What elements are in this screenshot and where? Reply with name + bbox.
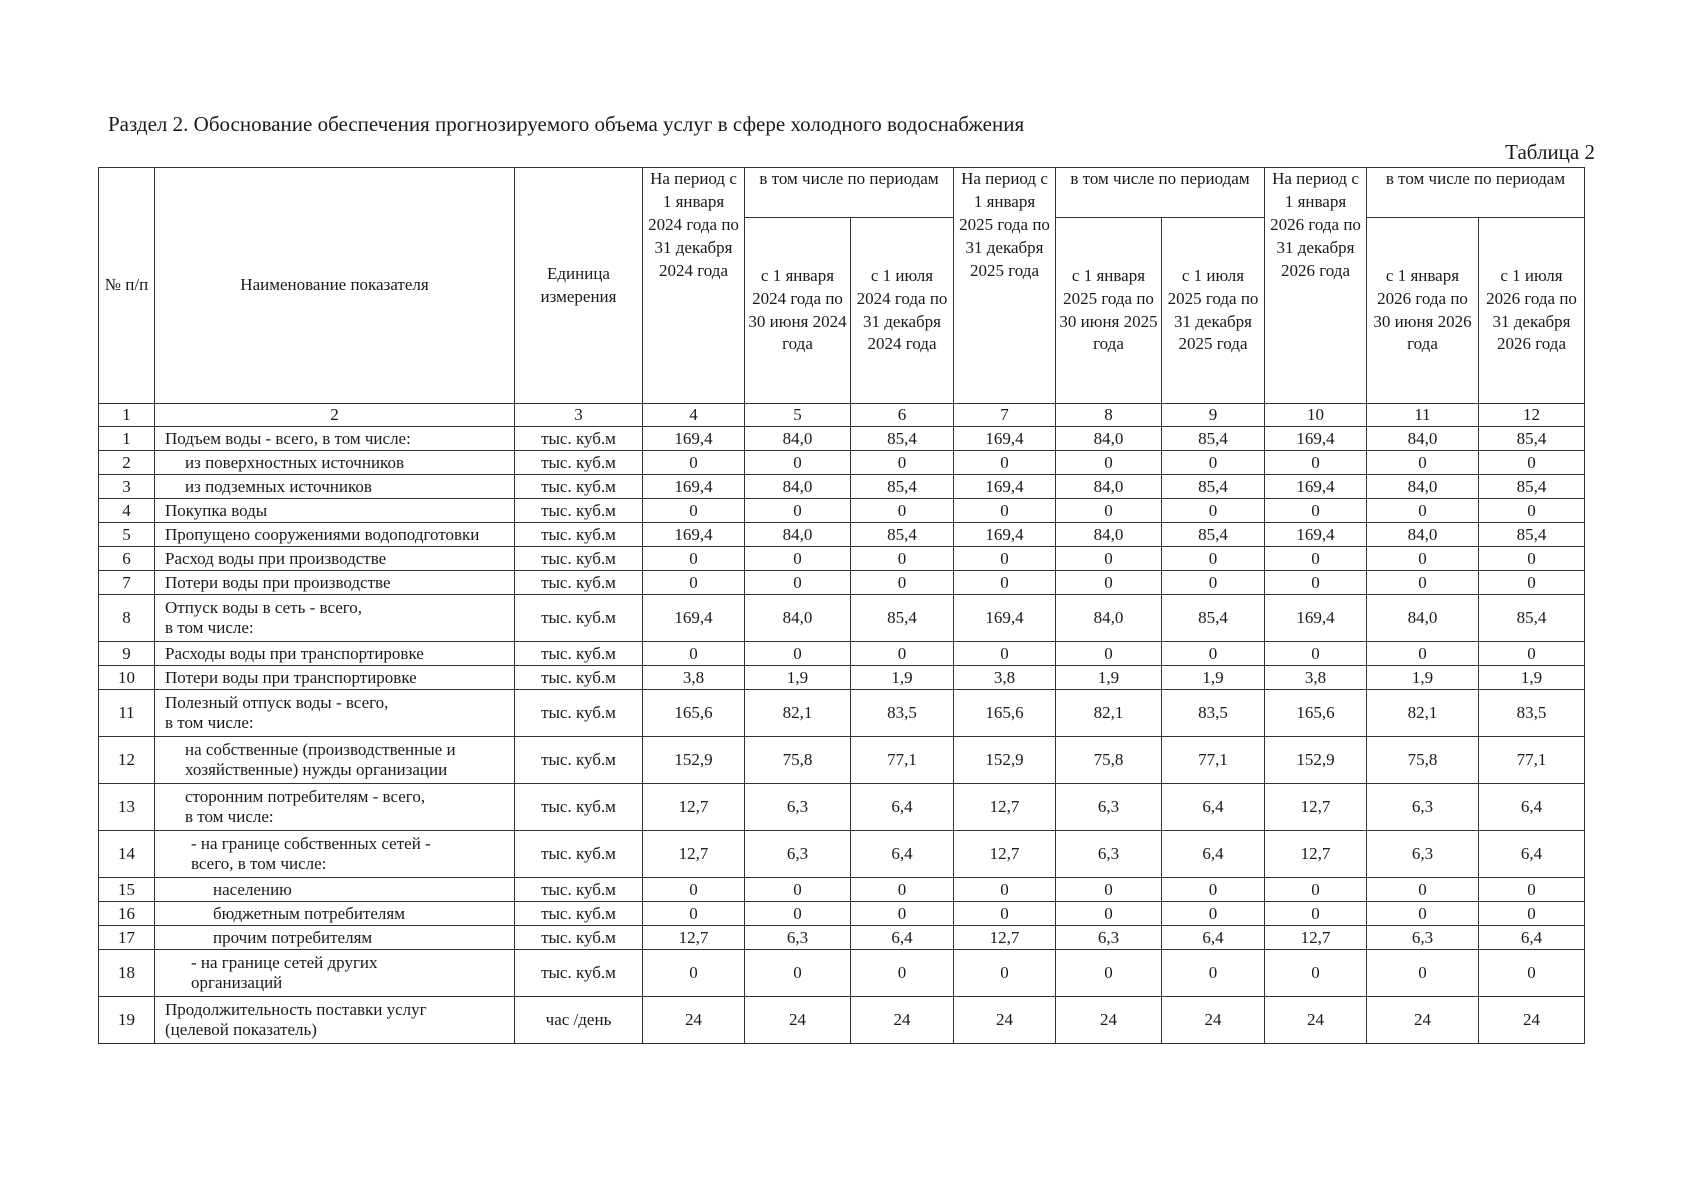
column-number-cell: 9 — [1162, 404, 1265, 427]
value-cell: 0 — [1265, 451, 1367, 475]
value-cell: 165,6 — [954, 690, 1056, 737]
value-cell: 24 — [643, 997, 745, 1044]
value-cell: 0 — [1265, 902, 1367, 926]
value-cell: 6,4 — [851, 926, 954, 950]
row-number: 9 — [99, 642, 155, 666]
header-incl-periods-2024: в том числе по периодам — [745, 168, 954, 218]
value-cell: 0 — [954, 878, 1056, 902]
value-cell: 0 — [745, 547, 851, 571]
value-cell: 84,0 — [1367, 475, 1479, 499]
header-incl-periods-2026: в том числе по периодам — [1367, 168, 1585, 218]
value-cell: 85,4 — [1162, 427, 1265, 451]
value-cell: 0 — [954, 642, 1056, 666]
unit-cell: тыс. куб.м — [515, 831, 643, 878]
header-h1-2026: с 1 января 2026 года по 30 июня 2026 года — [1367, 218, 1479, 404]
column-number-cell: 7 — [954, 404, 1056, 427]
value-cell: 83,5 — [1479, 690, 1585, 737]
indicator-name: населению — [155, 878, 515, 902]
value-cell: 12,7 — [954, 926, 1056, 950]
value-cell: 6,3 — [1367, 784, 1479, 831]
value-cell: 0 — [1367, 902, 1479, 926]
indicator-name: из подземных источников — [155, 475, 515, 499]
unit-cell: тыс. куб.м — [515, 595, 643, 642]
column-number-cell: 12 — [1479, 404, 1585, 427]
value-cell: 6,3 — [1056, 784, 1162, 831]
table-body — [99, 427, 1585, 1044]
unit-cell: тыс. куб.м — [515, 499, 643, 523]
indicator-name: Расходы воды при транспортировке — [155, 642, 515, 666]
value-cell: 77,1 — [1162, 737, 1265, 784]
value-cell: 85,4 — [1162, 523, 1265, 547]
value-cell: 0 — [851, 902, 954, 926]
value-cell: 0 — [1056, 902, 1162, 926]
value-cell: 0 — [643, 451, 745, 475]
row-number: 13 — [99, 784, 155, 831]
header-h1-2024: с 1 января 2024 года по 30 июня 2024 года — [745, 218, 851, 404]
value-cell: 0 — [851, 642, 954, 666]
row-number: 5 — [99, 523, 155, 547]
header-period-2025: На период с 1 января 2025 года по 31 декабря 2025 года — [954, 168, 1056, 404]
value-cell: 0 — [1162, 950, 1265, 997]
value-cell: 6,3 — [745, 784, 851, 831]
row-number: 3 — [99, 475, 155, 499]
unit-cell: тыс. куб.м — [515, 666, 643, 690]
value-cell: 169,4 — [1265, 427, 1367, 451]
value-cell: 0 — [1056, 642, 1162, 666]
value-cell: 85,4 — [1479, 523, 1585, 547]
table-row — [99, 499, 1585, 523]
unit-cell: тыс. куб.м — [515, 690, 643, 737]
unit-cell: тыс. куб.м — [515, 784, 643, 831]
value-cell: 82,1 — [1367, 690, 1479, 737]
value-cell: 24 — [1479, 997, 1585, 1044]
value-cell: 152,9 — [643, 737, 745, 784]
indicator-name: на собственные (производственные и хозяйственные) нужды организации — [155, 737, 515, 784]
column-number-cell: 5 — [745, 404, 851, 427]
header-h1-2025: с 1 января 2025 года по 30 июня 2025 года — [1056, 218, 1162, 404]
unit-cell: тыс. куб.м — [515, 878, 643, 902]
value-cell: 0 — [1056, 878, 1162, 902]
value-cell: 0 — [1056, 451, 1162, 475]
indicator-name: бюджетным потребителям — [155, 902, 515, 926]
value-cell: 75,8 — [745, 737, 851, 784]
value-cell: 1,9 — [1162, 666, 1265, 690]
indicator-name: Полезный отпуск воды - всего, в том числе: — [155, 690, 515, 737]
value-cell: 0 — [643, 878, 745, 902]
value-cell: 12,7 — [1265, 784, 1367, 831]
header-period-2026: На период с 1 января 2026 года по 31 декабря 2026 года — [1265, 168, 1367, 404]
value-cell: 0 — [1162, 571, 1265, 595]
header-num: № п/п — [99, 168, 155, 404]
value-cell: 1,9 — [851, 666, 954, 690]
value-cell: 85,4 — [1479, 427, 1585, 451]
table-row — [99, 547, 1585, 571]
indicator-name: Подъем воды - всего, в том числе: — [155, 427, 515, 451]
value-cell: 0 — [1162, 547, 1265, 571]
value-cell: 0 — [1162, 499, 1265, 523]
value-cell: 0 — [1367, 451, 1479, 475]
row-number: 8 — [99, 595, 155, 642]
header-name: Наименование показателя — [155, 168, 515, 404]
row-number: 6 — [99, 547, 155, 571]
value-cell: 0 — [954, 499, 1056, 523]
table-row — [99, 831, 1585, 878]
header-h2-2025: с 1 июля 2025 года по 31 декабря 2025 года — [1162, 218, 1265, 404]
value-cell: 83,5 — [851, 690, 954, 737]
table-container — [98, 167, 1585, 1044]
value-cell: 169,4 — [643, 523, 745, 547]
value-cell: 84,0 — [1056, 595, 1162, 642]
row-number: 2 — [99, 451, 155, 475]
unit-cell: тыс. куб.м — [515, 427, 643, 451]
value-cell: 84,0 — [745, 595, 851, 642]
indicator-name: Потери воды при транспортировке — [155, 666, 515, 690]
value-cell: 0 — [1479, 878, 1585, 902]
value-cell: 84,0 — [1367, 523, 1479, 547]
value-cell: 152,9 — [954, 737, 1056, 784]
column-number-row — [99, 404, 1585, 427]
column-number-cell: 1 — [99, 404, 155, 427]
table-row — [99, 878, 1585, 902]
value-cell: 0 — [643, 571, 745, 595]
value-cell: 6,3 — [745, 831, 851, 878]
value-cell: 84,0 — [745, 475, 851, 499]
value-cell: 165,6 — [643, 690, 745, 737]
value-cell: 24 — [745, 997, 851, 1044]
value-cell: 6,3 — [1367, 926, 1479, 950]
value-cell: 169,4 — [954, 427, 1056, 451]
value-cell: 0 — [851, 547, 954, 571]
column-number-cell: 3 — [515, 404, 643, 427]
value-cell: 12,7 — [643, 831, 745, 878]
value-cell: 75,8 — [1056, 737, 1162, 784]
value-cell: 77,1 — [1479, 737, 1585, 784]
value-cell: 0 — [1056, 547, 1162, 571]
value-cell: 84,0 — [745, 427, 851, 451]
value-cell: 0 — [1479, 642, 1585, 666]
table-row — [99, 926, 1585, 950]
indicator-name: Расход воды при производстве — [155, 547, 515, 571]
unit-cell: тыс. куб.м — [515, 950, 643, 997]
value-cell: 6,3 — [1056, 831, 1162, 878]
value-cell: 0 — [1056, 499, 1162, 523]
value-cell: 169,4 — [954, 475, 1056, 499]
indicator-name: - на границе собственных сетей - всего, в том числе: — [155, 831, 515, 878]
value-cell: 0 — [1367, 642, 1479, 666]
unit-cell: тыс. куб.м — [515, 523, 643, 547]
value-cell: 6,4 — [1162, 926, 1265, 950]
row-number: 7 — [99, 571, 155, 595]
row-number: 14 — [99, 831, 155, 878]
value-cell: 0 — [1367, 950, 1479, 997]
value-cell: 12,7 — [643, 926, 745, 950]
value-cell: 83,5 — [1162, 690, 1265, 737]
row-number: 17 — [99, 926, 155, 950]
table-row — [99, 451, 1585, 475]
value-cell: 6,4 — [1479, 926, 1585, 950]
value-cell: 0 — [1367, 547, 1479, 571]
table-row — [99, 784, 1585, 831]
unit-cell: тыс. куб.м — [515, 475, 643, 499]
value-cell: 169,4 — [643, 427, 745, 451]
value-cell: 0 — [1479, 547, 1585, 571]
header-h2-2024: с 1 июля 2024 года по 31 декабря 2024 года — [851, 218, 954, 404]
value-cell: 82,1 — [745, 690, 851, 737]
value-cell: 0 — [851, 451, 954, 475]
value-cell: 0 — [643, 950, 745, 997]
header-h2-2026: с 1 июля 2026 года по 31 декабря 2026 года — [1479, 218, 1585, 404]
value-cell: 3,8 — [954, 666, 1056, 690]
value-cell: 24 — [1162, 997, 1265, 1044]
column-number-cell: 2 — [155, 404, 515, 427]
value-cell: 12,7 — [643, 784, 745, 831]
indicator-name: - на границе сетей других организаций — [155, 950, 515, 997]
unit-cell: тыс. куб.м — [515, 926, 643, 950]
value-cell: 0 — [851, 950, 954, 997]
value-cell: 169,4 — [1265, 475, 1367, 499]
value-cell: 75,8 — [1367, 737, 1479, 784]
value-cell: 0 — [745, 950, 851, 997]
value-cell: 0 — [954, 571, 1056, 595]
value-cell: 0 — [851, 878, 954, 902]
header-incl-periods-2025: в том числе по периодам — [1056, 168, 1265, 218]
value-cell: 169,4 — [643, 595, 745, 642]
value-cell: 0 — [1056, 571, 1162, 595]
value-cell: 0 — [745, 878, 851, 902]
value-cell: 6,4 — [1162, 831, 1265, 878]
value-cell: 82,1 — [1056, 690, 1162, 737]
indicator-name: Отпуск воды в сеть - всего, в том числе: — [155, 595, 515, 642]
value-cell: 0 — [1265, 547, 1367, 571]
row-number: 18 — [99, 950, 155, 997]
unit-cell: тыс. куб.м — [515, 642, 643, 666]
table-row — [99, 523, 1585, 547]
value-cell: 1,9 — [1056, 666, 1162, 690]
table-row — [99, 571, 1585, 595]
value-cell: 84,0 — [1056, 475, 1162, 499]
table-row — [99, 690, 1585, 737]
value-cell: 85,4 — [851, 475, 954, 499]
value-cell: 0 — [1265, 950, 1367, 997]
header-unit: Единица измерения — [515, 168, 643, 404]
value-cell: 152,9 — [1265, 737, 1367, 784]
row-number: 1 — [99, 427, 155, 451]
indicator-name: прочим потребителям — [155, 926, 515, 950]
value-cell: 6,3 — [745, 926, 851, 950]
value-cell: 1,9 — [745, 666, 851, 690]
table-row — [99, 475, 1585, 499]
value-cell: 84,0 — [1056, 427, 1162, 451]
table-row — [99, 642, 1585, 666]
header-period-2024: На период с 1 января 2024 года по 31 декабря 2024 года — [643, 168, 745, 404]
value-cell: 1,9 — [1479, 666, 1585, 690]
table-row — [99, 950, 1585, 997]
value-cell: 1,9 — [1367, 666, 1479, 690]
unit-cell: тыс. куб.м — [515, 737, 643, 784]
value-cell: 85,4 — [1162, 595, 1265, 642]
value-cell: 0 — [1056, 950, 1162, 997]
value-cell: 12,7 — [954, 784, 1056, 831]
value-cell: 3,8 — [643, 666, 745, 690]
value-cell: 0 — [1367, 878, 1479, 902]
value-cell: 6,4 — [1479, 831, 1585, 878]
value-cell: 12,7 — [954, 831, 1056, 878]
value-cell: 0 — [851, 499, 954, 523]
value-cell: 0 — [1479, 499, 1585, 523]
indicator-name: Покупка воды — [155, 499, 515, 523]
value-cell: 0 — [643, 642, 745, 666]
unit-cell: тыс. куб.м — [515, 547, 643, 571]
value-cell: 85,4 — [1162, 475, 1265, 499]
value-cell: 0 — [745, 902, 851, 926]
value-cell: 84,0 — [1056, 523, 1162, 547]
value-cell: 0 — [1479, 950, 1585, 997]
section-title: Раздел 2. Обоснование обеспечения прогнозируемого объема услуг в сфере холодного водоснабжения — [108, 112, 1025, 136]
row-number: 16 — [99, 902, 155, 926]
value-cell: 84,0 — [745, 523, 851, 547]
value-cell: 6,3 — [1367, 831, 1479, 878]
unit-cell: час /день — [515, 997, 643, 1044]
row-number: 10 — [99, 666, 155, 690]
value-cell: 12,7 — [1265, 926, 1367, 950]
column-number-cell: 6 — [851, 404, 954, 427]
value-cell: 0 — [1479, 451, 1585, 475]
value-cell: 85,4 — [1479, 475, 1585, 499]
value-cell: 6,4 — [851, 831, 954, 878]
value-cell: 0 — [1162, 642, 1265, 666]
value-cell: 0 — [643, 547, 745, 571]
indicator-name: Пропущено сооружениями водоподготовки — [155, 523, 515, 547]
value-cell: 169,4 — [1265, 523, 1367, 547]
value-cell: 6,3 — [1056, 926, 1162, 950]
value-cell: 24 — [851, 997, 954, 1044]
value-cell: 0 — [643, 902, 745, 926]
row-number: 15 — [99, 878, 155, 902]
value-cell: 0 — [1479, 902, 1585, 926]
value-cell: 0 — [1265, 642, 1367, 666]
value-cell: 169,4 — [954, 523, 1056, 547]
row-number: 19 — [99, 997, 155, 1044]
table-row — [99, 997, 1585, 1044]
column-number-cell: 8 — [1056, 404, 1162, 427]
indicator-name: сторонним потребителям - всего, в том числе: — [155, 784, 515, 831]
value-cell: 169,4 — [954, 595, 1056, 642]
value-cell: 0 — [1265, 571, 1367, 595]
row-number: 11 — [99, 690, 155, 737]
value-cell: 0 — [745, 642, 851, 666]
value-cell: 85,4 — [851, 427, 954, 451]
column-number-cell: 4 — [643, 404, 745, 427]
value-cell: 0 — [1265, 499, 1367, 523]
table-row — [99, 902, 1585, 926]
table-row — [99, 427, 1585, 451]
value-cell: 0 — [954, 902, 1056, 926]
value-cell: 77,1 — [851, 737, 954, 784]
table-label: Таблица 2 — [1505, 140, 1595, 164]
value-cell: 0 — [1162, 902, 1265, 926]
unit-cell: тыс. куб.м — [515, 902, 643, 926]
unit-cell: тыс. куб.м — [515, 451, 643, 475]
value-cell: 169,4 — [1265, 595, 1367, 642]
value-cell: 84,0 — [1367, 427, 1479, 451]
value-cell: 84,0 — [1367, 595, 1479, 642]
unit-cell: тыс. куб.м — [515, 571, 643, 595]
value-cell: 0 — [1367, 499, 1479, 523]
table-row — [99, 737, 1585, 784]
row-number: 12 — [99, 737, 155, 784]
value-cell: 6,4 — [1162, 784, 1265, 831]
table-row — [99, 595, 1585, 642]
row-number: 4 — [99, 499, 155, 523]
value-cell: 0 — [745, 499, 851, 523]
value-cell: 165,6 — [1265, 690, 1367, 737]
value-cell: 85,4 — [851, 523, 954, 547]
value-cell: 24 — [1265, 997, 1367, 1044]
column-number-cell: 10 — [1265, 404, 1367, 427]
value-cell: 0 — [1367, 571, 1479, 595]
value-cell: 0 — [1162, 451, 1265, 475]
value-cell: 0 — [954, 950, 1056, 997]
value-cell: 0 — [745, 571, 851, 595]
value-cell: 24 — [1367, 997, 1479, 1044]
value-cell: 24 — [954, 997, 1056, 1044]
value-cell: 0 — [1479, 571, 1585, 595]
value-cell: 3,8 — [1265, 666, 1367, 690]
value-cell: 0 — [643, 499, 745, 523]
indicator-name: из поверхностных источников — [155, 451, 515, 475]
value-cell: 6,4 — [851, 784, 954, 831]
value-cell: 85,4 — [1479, 595, 1585, 642]
column-number-cell: 11 — [1367, 404, 1479, 427]
value-cell: 0 — [851, 571, 954, 595]
indicator-name: Продолжительность поставки услуг (целевой показатель) — [155, 997, 515, 1044]
value-cell: 0 — [954, 547, 1056, 571]
value-cell: 6,4 — [1479, 784, 1585, 831]
value-cell: 85,4 — [851, 595, 954, 642]
value-cell: 0 — [1162, 878, 1265, 902]
value-cell: 169,4 — [643, 475, 745, 499]
water-supply-table — [98, 167, 1585, 1044]
value-cell: 0 — [745, 451, 851, 475]
value-cell: 12,7 — [1265, 831, 1367, 878]
value-cell: 0 — [1265, 878, 1367, 902]
value-cell: 0 — [954, 451, 1056, 475]
table-row — [99, 666, 1585, 690]
indicator-name: Потери воды при производстве — [155, 571, 515, 595]
value-cell: 24 — [1056, 997, 1162, 1044]
